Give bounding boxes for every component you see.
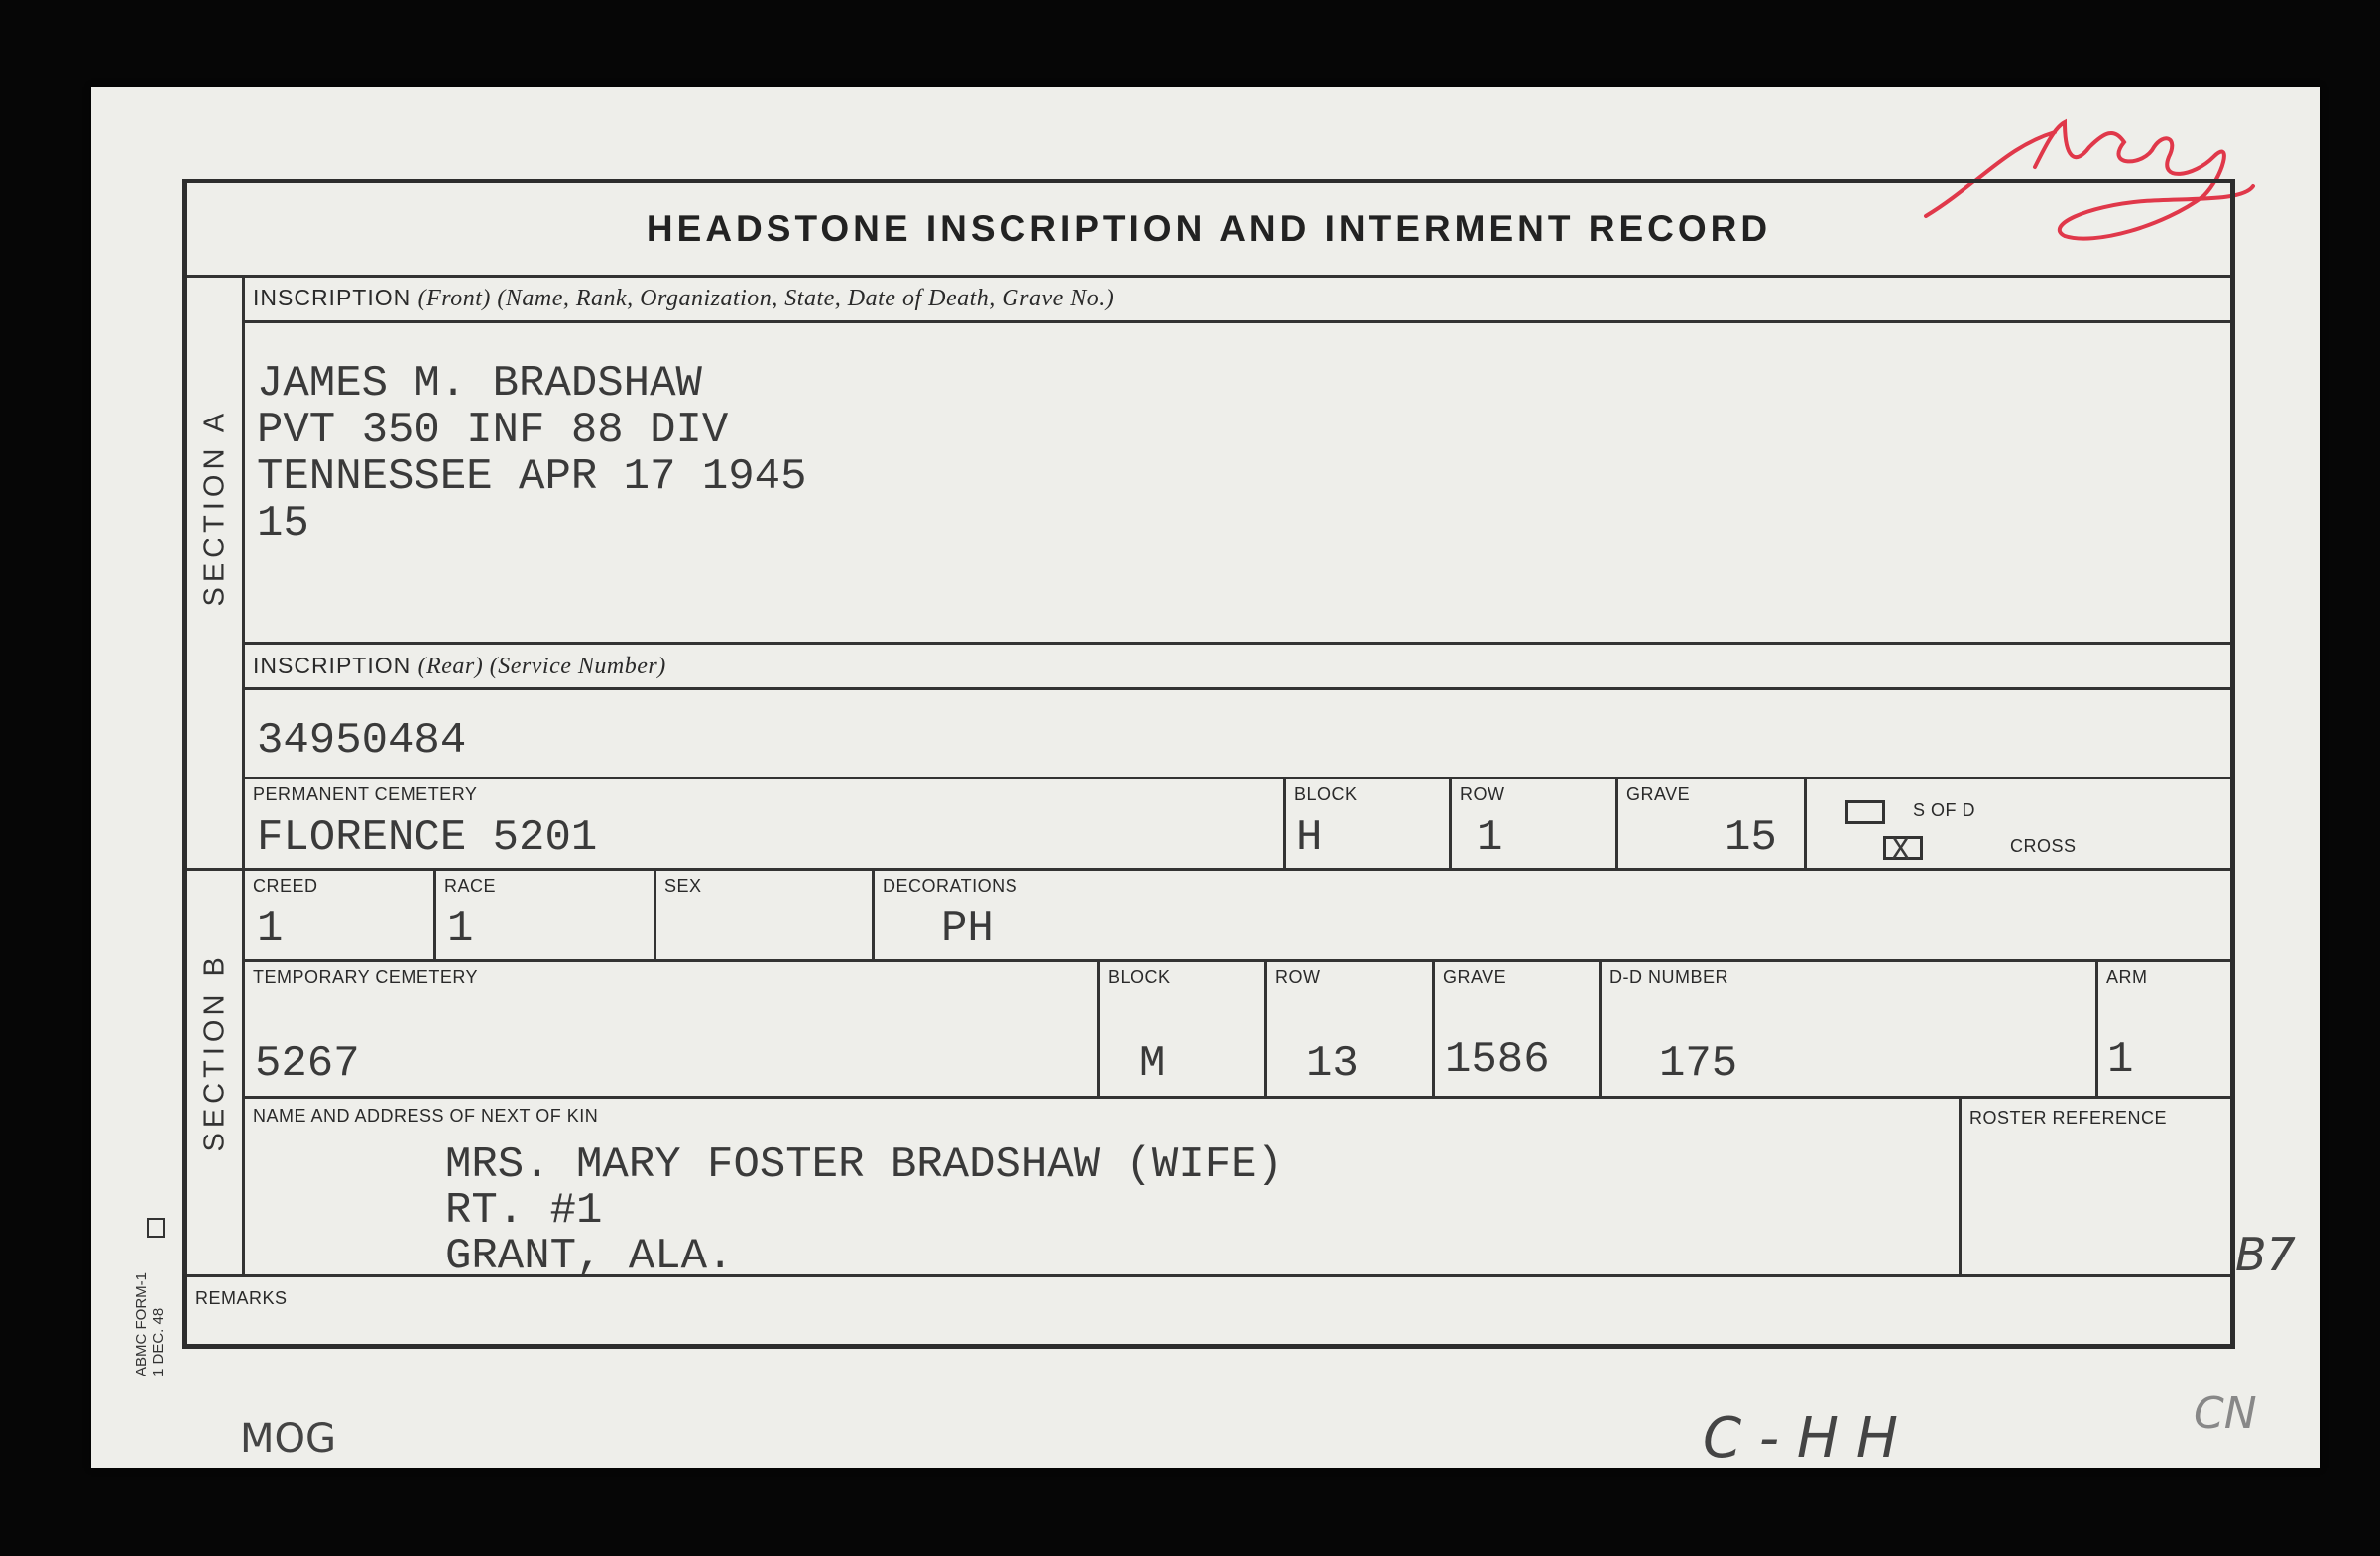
- perm-block-value: H: [1296, 813, 1323, 863]
- section-a-label: SECTION A: [198, 408, 231, 607]
- dd-number-value: 175: [1659, 1039, 1738, 1089]
- form-title: HEADSTONE INSCRIPTION AND INTERMENT RECORD: [646, 208, 1772, 249]
- section-b-label: SECTION B: [198, 952, 231, 1152]
- temp-row-label: ROW: [1275, 967, 1321, 987]
- temp-block-value: M: [1139, 1039, 1166, 1089]
- form-id-checkbox: [147, 1218, 165, 1238]
- sex-label: SEX: [664, 876, 702, 896]
- sofd-label: S OF D: [1913, 800, 1976, 820]
- perm-row-label: ROW: [1460, 784, 1505, 804]
- dd-number-label: D-D NUMBER: [1609, 967, 1728, 987]
- creed-label: CREED: [253, 876, 318, 896]
- perm-block-label: BLOCK: [1294, 784, 1358, 804]
- front-inscription-label: INSCRIPTION (Front) (Name, Rank, Organization, State, Date of Death, Grave No.): [253, 285, 1115, 311]
- perm-row-value: 1: [1477, 813, 1503, 863]
- handwritten-mog: MOG: [240, 1416, 336, 1462]
- permanent-cemetery-label: PERMANENT CEMETERY: [253, 784, 478, 804]
- race-value: 1: [447, 904, 474, 954]
- cross-label: CROSS: [2010, 836, 2077, 856]
- temp-cemetery-label: TEMPORARY CEMETERY: [253, 967, 479, 987]
- service-number: 34950484: [257, 716, 467, 766]
- decorations-value: PH: [941, 904, 994, 954]
- race-label: RACE: [444, 876, 497, 896]
- arm-value: 1: [2107, 1035, 2134, 1085]
- temp-row-value: 13: [1306, 1039, 1359, 1089]
- perm-grave-value: 15: [1725, 813, 1777, 863]
- next-of-kin-text: MRS. MARY FOSTER BRADSHAW (WIFE) RT. #1 GRANT, ALA.: [445, 1140, 1283, 1281]
- remarks-label: REMARKS: [195, 1288, 288, 1308]
- arm-label: ARM: [2106, 967, 2148, 987]
- handwritten-b7: B7: [2235, 1228, 2296, 1281]
- temp-block-label: BLOCK: [1108, 967, 1171, 987]
- creed-value: 1: [257, 904, 284, 954]
- handwritten-c-hh: C - H H: [1703, 1406, 1898, 1471]
- cross-checkbox[interactable]: [1883, 832, 1923, 869]
- front-inscription-text: JAMES M. BRADSHAW PVT 350 INF 88 DIV TENNESSEE APR 17 1945 15: [257, 359, 807, 548]
- roster-reference-label: ROSTER REFERENCE: [1969, 1108, 2168, 1128]
- record-card: [91, 87, 2320, 1471]
- decorations-label: DECORATIONS: [883, 876, 1018, 896]
- perm-grave-label: GRAVE: [1626, 784, 1691, 804]
- temp-cemetery-value: 5267: [255, 1039, 360, 1089]
- handwritten-cn: CN: [2194, 1388, 2257, 1439]
- cross-check-mark: X: [1891, 832, 1911, 869]
- form-id: ABMC FORM-1 1 DEC. 48: [133, 1272, 167, 1376]
- temp-grave-value: 1586: [1445, 1035, 1550, 1085]
- rear-inscription-label: INSCRIPTION (Rear) (Service Number): [253, 653, 666, 679]
- interment-form: [182, 179, 2235, 1349]
- next-of-kin-label: NAME AND ADDRESS OF NEXT OF KIN: [253, 1106, 599, 1126]
- temp-grave-label: GRAVE: [1443, 967, 1507, 987]
- sofd-checkbox[interactable]: [1845, 800, 1885, 824]
- permanent-cemetery-value: FLORENCE 5201: [257, 813, 598, 863]
